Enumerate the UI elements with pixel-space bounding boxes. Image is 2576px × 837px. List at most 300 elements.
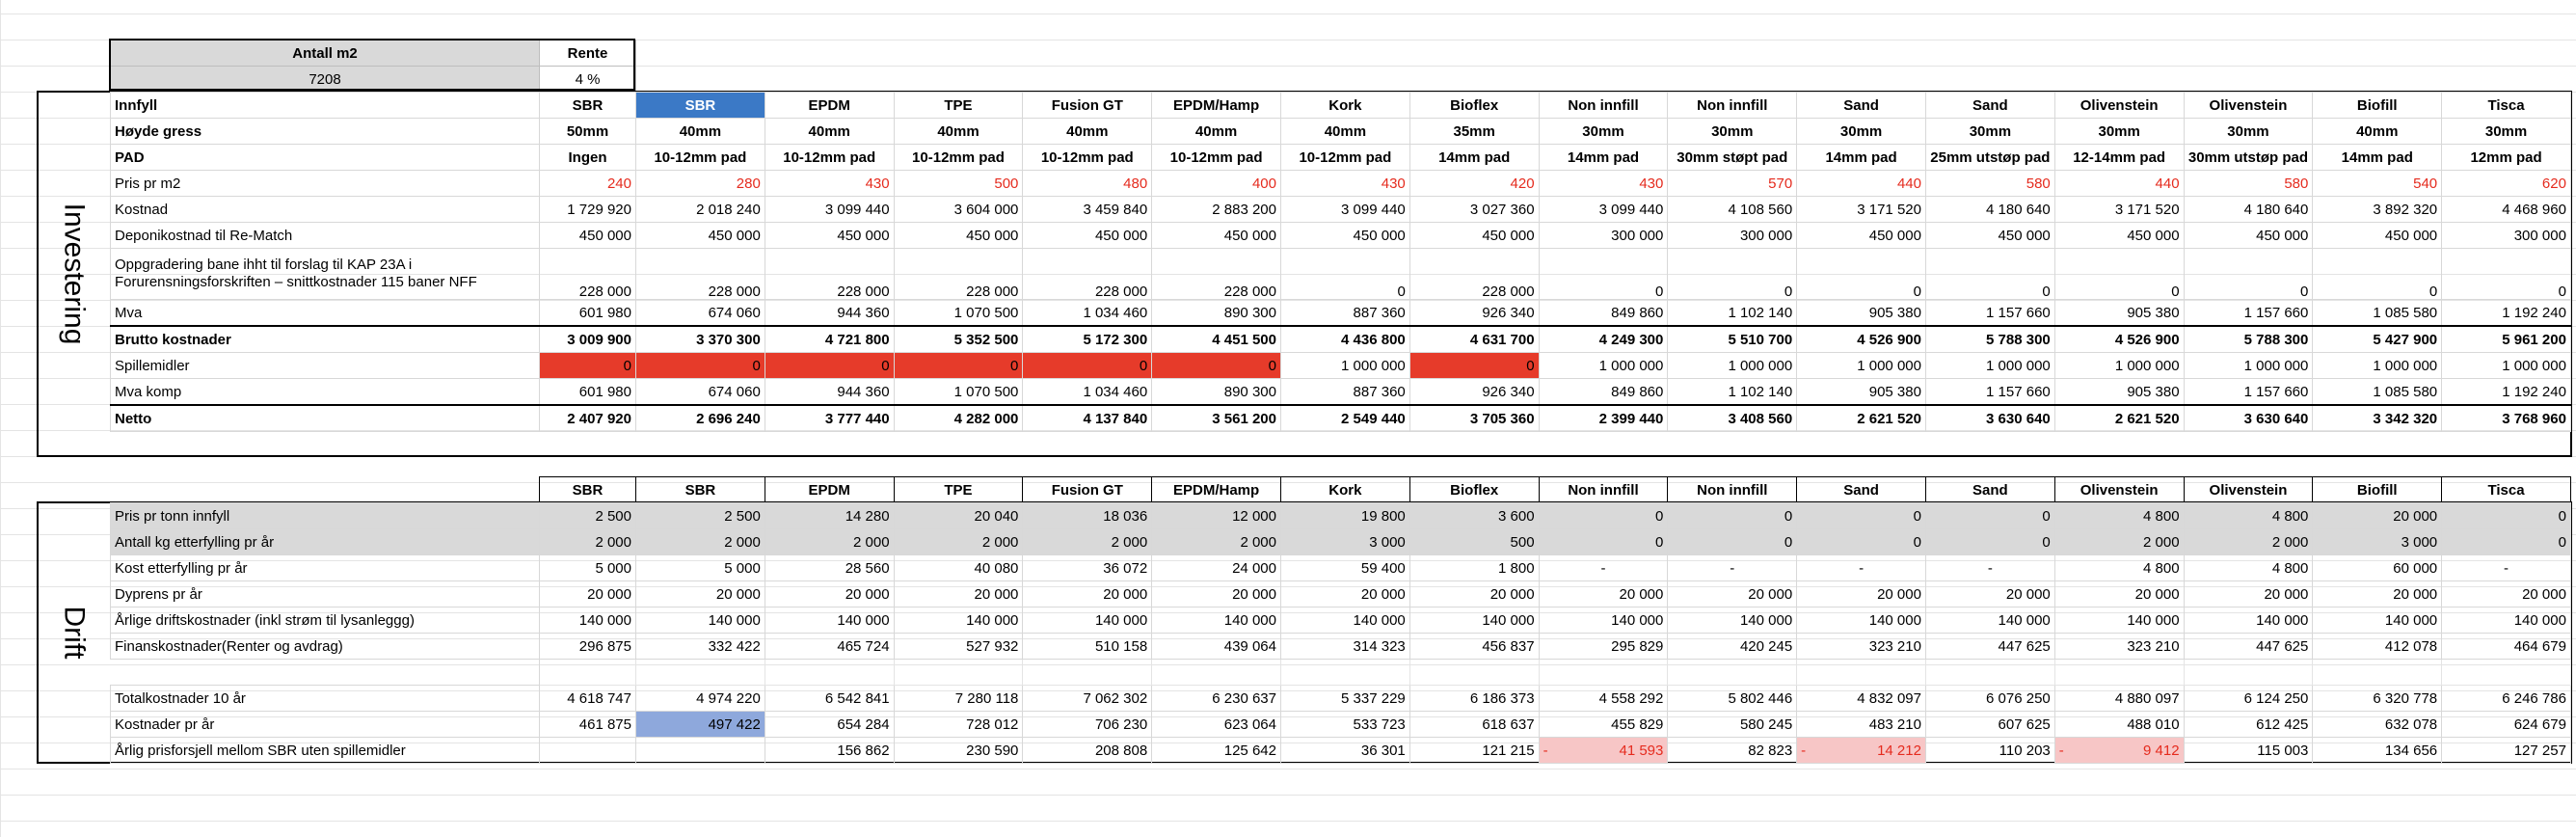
table-cell[interactable]: 4 800 bbox=[2054, 555, 2184, 581]
table-cell[interactable]: 40mm bbox=[894, 119, 1023, 145]
table-cell[interactable]: 300 000 bbox=[2442, 223, 2571, 249]
table-cell[interactable]: 12-14mm pad bbox=[2054, 145, 2184, 171]
table-cell[interactable]: 140 000 bbox=[1409, 608, 1539, 634]
table-cell[interactable]: 728 012 bbox=[894, 712, 1023, 738]
table-cell[interactable]: 0 bbox=[540, 353, 636, 379]
table-cell[interactable]: 20 000 bbox=[1539, 581, 1668, 608]
table-cell[interactable]: 1 800 bbox=[1409, 555, 1539, 581]
table-cell[interactable]: 20 000 bbox=[1152, 581, 1281, 608]
column-header[interactable]: Kork bbox=[1280, 477, 1409, 503]
table-cell[interactable]: 140 000 bbox=[2313, 608, 2442, 634]
table-cell[interactable]: 3 171 520 bbox=[1797, 197, 1926, 223]
table-cell[interactable]: 624 679 bbox=[2442, 712, 2571, 738]
table-cell[interactable] bbox=[765, 660, 894, 686]
table-cell[interactable]: 10-12mm pad bbox=[1023, 145, 1152, 171]
table-cell[interactable]: 456 837 bbox=[1409, 634, 1539, 660]
table-cell[interactable]: 140 000 bbox=[1280, 608, 1409, 634]
table-cell[interactable]: Ingen bbox=[540, 145, 636, 171]
table-cell[interactable]: 450 000 bbox=[2313, 223, 2442, 249]
table-cell[interactable]: Kork bbox=[1280, 93, 1409, 119]
table-cell[interactable]: 2 407 920 bbox=[540, 405, 636, 432]
table-cell[interactable]: 25mm utstøp pad bbox=[1925, 145, 2054, 171]
table-cell[interactable]: 926 340 bbox=[1409, 300, 1539, 327]
table-cell[interactable]: 10-12mm pad bbox=[1280, 145, 1409, 171]
table-cell[interactable]: 60 000 bbox=[2313, 555, 2442, 581]
table-cell[interactable]: 618 637 bbox=[1409, 712, 1539, 738]
table-cell[interactable]: 134 656 bbox=[2313, 738, 2442, 764]
table-cell[interactable]: 3 561 200 bbox=[1152, 405, 1281, 432]
table-cell[interactable]: 20 000 bbox=[1023, 581, 1152, 608]
table-cell[interactable]: 4 282 000 bbox=[894, 405, 1023, 432]
table-cell[interactable]: 30mm bbox=[1539, 119, 1668, 145]
table-cell[interactable]: 4 800 bbox=[2184, 503, 2313, 529]
table-cell[interactable]: 1 157 660 bbox=[1925, 300, 2054, 327]
row-label[interactable]: Mva komp bbox=[111, 379, 540, 406]
table-cell[interactable]: 527 932 bbox=[894, 634, 1023, 660]
table-cell[interactable]: 240 bbox=[540, 171, 636, 197]
row-label[interactable]: Årlige driftskostnader (inkl strøm til lysanleggg) bbox=[111, 608, 540, 634]
row-label[interactable]: Deponikostnad til Re-Match bbox=[111, 223, 540, 249]
table-cell[interactable]: 40mm bbox=[636, 119, 765, 145]
table-cell[interactable]: SBR bbox=[540, 93, 636, 119]
column-header[interactable]: Sand bbox=[1925, 477, 2054, 503]
table-cell[interactable]: 4 631 700 bbox=[1409, 326, 1539, 353]
table-cell[interactable]: 20 000 bbox=[2442, 581, 2571, 608]
table-cell[interactable]: 0 bbox=[1797, 249, 1926, 300]
table-cell[interactable]: 6 186 373 bbox=[1409, 686, 1539, 712]
table-cell[interactable]: 4 249 300 bbox=[1539, 326, 1668, 353]
table-cell[interactable]: 1 192 240 bbox=[2442, 300, 2571, 327]
table-cell[interactable]: 6 076 250 bbox=[1925, 686, 2054, 712]
table-cell[interactable]: 4 832 097 bbox=[1797, 686, 1926, 712]
table-cell[interactable]: 30mm bbox=[2442, 119, 2571, 145]
table-cell[interactable]: 125 642 bbox=[1152, 738, 1281, 764]
table-cell[interactable]: 4 436 800 bbox=[1280, 326, 1409, 353]
table-cell[interactable]: 50mm bbox=[540, 119, 636, 145]
table-cell[interactable]: 623 064 bbox=[1152, 712, 1281, 738]
table-cell[interactable]: 24 000 bbox=[1152, 555, 1281, 581]
area-label-cell[interactable]: Antall m2 bbox=[111, 40, 540, 67]
table-cell[interactable]: EPDM bbox=[765, 93, 894, 119]
table-cell[interactable]: 5 352 500 bbox=[894, 326, 1023, 353]
table-cell[interactable]: 849 860 bbox=[1539, 300, 1668, 327]
table-cell[interactable]: 14mm pad bbox=[1409, 145, 1539, 171]
table-cell[interactable]: 890 300 bbox=[1152, 379, 1281, 406]
table-cell[interactable]: EPDM/Hamp bbox=[1152, 93, 1281, 119]
table-cell[interactable] bbox=[2184, 660, 2313, 686]
table-cell[interactable]: 4 526 900 bbox=[2054, 326, 2184, 353]
table-cell[interactable]: 140 000 bbox=[636, 608, 765, 634]
table-cell[interactable]: 3 099 440 bbox=[1539, 197, 1668, 223]
table-cell[interactable]: 488 010 bbox=[2054, 712, 2184, 738]
table-cell[interactable]: 6 246 786 bbox=[2442, 686, 2571, 712]
column-header[interactable]: EPDM bbox=[765, 477, 894, 503]
table-cell[interactable]: 140 000 bbox=[2054, 608, 2184, 634]
table-cell[interactable]: 0 bbox=[1668, 503, 1797, 529]
table-cell[interactable]: 10-12mm pad bbox=[894, 145, 1023, 171]
table-cell[interactable]: 228 000 bbox=[1023, 249, 1152, 300]
table-cell[interactable]: - bbox=[1925, 555, 2054, 581]
table-cell[interactable]: 20 000 bbox=[1925, 581, 2054, 608]
table-cell[interactable]: 3 604 000 bbox=[894, 197, 1023, 223]
table-cell[interactable]: 4 468 960 bbox=[2442, 197, 2571, 223]
table-cell[interactable]: 28 560 bbox=[765, 555, 894, 581]
table-cell[interactable]: 5 961 200 bbox=[2442, 326, 2571, 353]
table-cell[interactable]: 6 542 841 bbox=[765, 686, 894, 712]
table-cell[interactable]: 3 099 440 bbox=[765, 197, 894, 223]
column-header[interactable]: SBR bbox=[636, 477, 765, 503]
table-cell[interactable]: 430 bbox=[1280, 171, 1409, 197]
table-cell[interactable]: Bioflex bbox=[1409, 93, 1539, 119]
table-cell[interactable] bbox=[636, 660, 765, 686]
table-cell[interactable]: TPE bbox=[894, 93, 1023, 119]
table-cell[interactable]: 3 892 320 bbox=[2313, 197, 2442, 223]
table-cell[interactable]: 30mm utstøp pad bbox=[2184, 145, 2313, 171]
table-cell[interactable]: 420 bbox=[1409, 171, 1539, 197]
column-header[interactable]: SBR bbox=[540, 477, 636, 503]
table-cell[interactable]: 0 bbox=[1539, 249, 1668, 300]
table-cell[interactable]: 2 696 240 bbox=[636, 405, 765, 432]
table-cell[interactable]: 40mm bbox=[765, 119, 894, 145]
table-cell[interactable]: 20 000 bbox=[2184, 581, 2313, 608]
table-cell[interactable]: 1 000 000 bbox=[1668, 353, 1797, 379]
table-cell[interactable]: 208 808 bbox=[1023, 738, 1152, 764]
column-header[interactable]: Non innfill bbox=[1668, 477, 1797, 503]
table-cell[interactable]: 905 380 bbox=[2054, 300, 2184, 327]
table-cell[interactable]: 887 360 bbox=[1280, 300, 1409, 327]
table-cell[interactable] bbox=[1023, 660, 1152, 686]
table-cell[interactable] bbox=[1539, 738, 1668, 764]
table-cell[interactable]: 10-12mm pad bbox=[1152, 145, 1281, 171]
table-cell[interactable]: 0 bbox=[1280, 249, 1409, 300]
table-cell[interactable]: 5 788 300 bbox=[1925, 326, 2054, 353]
table-cell[interactable]: 110 203 bbox=[1925, 738, 2054, 764]
table-cell[interactable]: 14 280 bbox=[765, 503, 894, 529]
table-cell[interactable]: Sand bbox=[1925, 93, 2054, 119]
table-cell[interactable]: 706 230 bbox=[1023, 712, 1152, 738]
table-cell[interactable]: 40 080 bbox=[894, 555, 1023, 581]
table-cell[interactable]: 0 bbox=[2313, 249, 2442, 300]
table-cell[interactable]: 450 000 bbox=[2054, 223, 2184, 249]
table-cell[interactable]: 450 000 bbox=[894, 223, 1023, 249]
row-label[interactable] bbox=[111, 249, 540, 300]
table-cell[interactable]: 228 000 bbox=[894, 249, 1023, 300]
table-cell[interactable]: 5 788 300 bbox=[2184, 326, 2313, 353]
table-cell[interactable] bbox=[2442, 660, 2571, 686]
table-cell[interactable]: 5 337 229 bbox=[1280, 686, 1409, 712]
table-cell[interactable]: 4 721 800 bbox=[765, 326, 894, 353]
table-cell[interactable]: 497 422 bbox=[636, 712, 765, 738]
table-cell[interactable]: 5 510 700 bbox=[1668, 326, 1797, 353]
table-cell[interactable]: 20 000 bbox=[1668, 581, 1797, 608]
table-cell[interactable]: 0 bbox=[2184, 249, 2313, 300]
table-cell[interactable]: 20 000 bbox=[540, 581, 636, 608]
table-cell[interactable]: 19 800 bbox=[1280, 503, 1409, 529]
table-cell[interactable]: 450 000 bbox=[636, 223, 765, 249]
table-cell[interactable]: 20 000 bbox=[765, 581, 894, 608]
column-header[interactable]: Non innfill bbox=[1539, 477, 1668, 503]
table-cell[interactable]: 447 625 bbox=[2184, 634, 2313, 660]
table-cell[interactable]: 3 600 bbox=[1409, 503, 1539, 529]
table-cell[interactable] bbox=[540, 738, 636, 764]
row-label[interactable]: Pris pr m2 bbox=[111, 171, 540, 197]
table-cell[interactable]: 450 000 bbox=[540, 223, 636, 249]
table-cell[interactable]: 3 171 520 bbox=[2054, 197, 2184, 223]
table-cell[interactable]: 601 980 bbox=[540, 379, 636, 406]
table-cell[interactable]: 580 bbox=[2184, 171, 2313, 197]
table-cell[interactable]: 20 000 bbox=[1280, 581, 1409, 608]
table-cell[interactable]: 12 000 bbox=[1152, 503, 1281, 529]
table-cell[interactable]: 890 300 bbox=[1152, 300, 1281, 327]
table-cell[interactable]: 140 000 bbox=[1023, 608, 1152, 634]
table-cell[interactable]: 18 036 bbox=[1023, 503, 1152, 529]
row-label[interactable]: Mva bbox=[111, 300, 540, 327]
table-cell[interactable]: 3 459 840 bbox=[1023, 197, 1152, 223]
table-cell[interactable]: 140 000 bbox=[1797, 608, 1926, 634]
table-cell[interactable]: 30mm bbox=[1925, 119, 2054, 145]
table-cell[interactable]: 30mm bbox=[2054, 119, 2184, 145]
table-cell[interactable]: 156 862 bbox=[765, 738, 894, 764]
table-cell[interactable]: 1 070 500 bbox=[894, 379, 1023, 406]
table-cell[interactable]: 0 bbox=[1925, 249, 2054, 300]
table-cell[interactable]: 849 860 bbox=[1539, 379, 1668, 406]
table-cell[interactable]: 2 018 240 bbox=[636, 197, 765, 223]
table-cell[interactable]: 5 000 bbox=[540, 555, 636, 581]
table-cell[interactable]: 887 360 bbox=[1280, 379, 1409, 406]
column-header[interactable]: EPDM/Hamp bbox=[1152, 477, 1281, 503]
table-cell[interactable]: 228 000 bbox=[636, 249, 765, 300]
table-cell[interactable]: 14mm pad bbox=[1539, 145, 1668, 171]
table-cell[interactable]: 2 549 440 bbox=[1280, 405, 1409, 432]
row-label[interactable]: Kostnad bbox=[111, 197, 540, 223]
table-cell[interactable]: 30mm bbox=[2184, 119, 2313, 145]
table-cell[interactable]: 0 bbox=[1668, 529, 1797, 555]
table-cell[interactable]: 115 003 bbox=[2184, 738, 2313, 764]
table-cell[interactable]: 1 034 460 bbox=[1023, 300, 1152, 327]
row-label[interactable]: PAD bbox=[111, 145, 540, 171]
table-cell[interactable]: 2 000 bbox=[2184, 529, 2313, 555]
row-label[interactable]: Dyprens pr år bbox=[111, 581, 540, 608]
table-cell[interactable]: 2 000 bbox=[765, 529, 894, 555]
table-cell[interactable]: 300 000 bbox=[1668, 223, 1797, 249]
table-cell[interactable]: 140 000 bbox=[1668, 608, 1797, 634]
table-cell[interactable]: 6 230 637 bbox=[1152, 686, 1281, 712]
table-cell[interactable]: 1 070 500 bbox=[894, 300, 1023, 327]
column-header[interactable]: Olivenstein bbox=[2184, 477, 2313, 503]
table-cell[interactable]: 3 000 bbox=[2313, 529, 2442, 555]
table-cell[interactable]: 5 172 300 bbox=[1023, 326, 1152, 353]
table-cell[interactable]: 500 bbox=[1409, 529, 1539, 555]
table-cell[interactable]: 3 370 300 bbox=[636, 326, 765, 353]
table-cell[interactable]: 0 bbox=[1925, 503, 2054, 529]
table-cell[interactable]: Biofill bbox=[2313, 93, 2442, 119]
table-cell[interactable]: 3 027 360 bbox=[1409, 197, 1539, 223]
table-cell[interactable]: 3 009 900 bbox=[540, 326, 636, 353]
table-cell[interactable]: 5 802 446 bbox=[1668, 686, 1797, 712]
table-cell[interactable]: 905 380 bbox=[2054, 379, 2184, 406]
table-cell[interactable]: 0 bbox=[1797, 529, 1926, 555]
table-cell[interactable]: 40mm bbox=[1280, 119, 1409, 145]
table-cell[interactable]: 483 210 bbox=[1797, 712, 1926, 738]
table-cell[interactable]: 2 000 bbox=[894, 529, 1023, 555]
table-cell[interactable]: 4 451 500 bbox=[1152, 326, 1281, 353]
table-cell[interactable]: 580 bbox=[1925, 171, 2054, 197]
table-cell[interactable]: 3 777 440 bbox=[765, 405, 894, 432]
table-cell[interactable]: 35mm bbox=[1409, 119, 1539, 145]
table-cell[interactable]: 905 380 bbox=[1797, 300, 1926, 327]
table-cell[interactable]: 0 bbox=[1539, 529, 1668, 555]
table-cell[interactable]: 1 085 580 bbox=[2313, 300, 2442, 327]
table-cell[interactable]: Tisca bbox=[2442, 93, 2571, 119]
table-cell[interactable]: 4 800 bbox=[2184, 555, 2313, 581]
table-cell[interactable]: 0 bbox=[2442, 529, 2571, 555]
table-cell[interactable] bbox=[1280, 660, 1409, 686]
table-cell[interactable]: 0 bbox=[1023, 353, 1152, 379]
table-cell[interactable]: 1 157 660 bbox=[2184, 300, 2313, 327]
table-cell[interactable]: 412 078 bbox=[2313, 634, 2442, 660]
table-cell[interactable]: 4 618 747 bbox=[540, 686, 636, 712]
table-cell[interactable]: 440 bbox=[2054, 171, 2184, 197]
table-cell[interactable] bbox=[2054, 738, 2184, 764]
row-label[interactable] bbox=[111, 660, 540, 686]
table-cell[interactable]: 40mm bbox=[1152, 119, 1281, 145]
row-label[interactable]: Totalkostnader 10 år bbox=[111, 686, 540, 712]
table-cell[interactable]: 2 621 520 bbox=[2054, 405, 2184, 432]
table-cell[interactable]: 4 108 560 bbox=[1668, 197, 1797, 223]
table-cell[interactable]: 0 bbox=[2442, 249, 2571, 300]
table-cell[interactable]: 455 829 bbox=[1539, 712, 1668, 738]
table-cell[interactable]: 3 099 440 bbox=[1280, 197, 1409, 223]
table-cell[interactable]: 300 000 bbox=[1539, 223, 1668, 249]
table-cell[interactable] bbox=[894, 660, 1023, 686]
table-cell[interactable]: 12mm pad bbox=[2442, 145, 2571, 171]
table-cell[interactable]: 20 000 bbox=[2054, 581, 2184, 608]
table-cell[interactable]: 230 590 bbox=[894, 738, 1023, 764]
table-cell[interactable]: 1 157 660 bbox=[2184, 379, 2313, 406]
table-cell[interactable]: 7 062 302 bbox=[1023, 686, 1152, 712]
table-cell[interactable]: 332 422 bbox=[636, 634, 765, 660]
table-cell[interactable]: 4 974 220 bbox=[636, 686, 765, 712]
table-cell[interactable] bbox=[1152, 660, 1281, 686]
table-cell[interactable]: 450 000 bbox=[1409, 223, 1539, 249]
row-label[interactable]: Netto bbox=[111, 405, 540, 432]
table-cell[interactable]: 464 679 bbox=[2442, 634, 2571, 660]
table-cell[interactable]: 0 bbox=[1668, 249, 1797, 300]
table-cell[interactable]: 1 000 000 bbox=[2054, 353, 2184, 379]
table-cell[interactable]: 0 bbox=[894, 353, 1023, 379]
table-cell[interactable] bbox=[1797, 660, 1926, 686]
table-cell[interactable]: 4 558 292 bbox=[1539, 686, 1668, 712]
table-cell[interactable]: 2 399 440 bbox=[1539, 405, 1668, 432]
row-label[interactable]: Antall kg etterfylling pr år bbox=[111, 529, 540, 555]
row-label[interactable]: Brutto kostnader bbox=[111, 326, 540, 353]
table-cell[interactable]: 450 000 bbox=[2184, 223, 2313, 249]
row-label[interactable]: Spillemidler bbox=[111, 353, 540, 379]
table-cell[interactable]: 4 800 bbox=[2054, 503, 2184, 529]
table-cell[interactable]: 2 883 200 bbox=[1152, 197, 1281, 223]
table-cell[interactable]: SBR bbox=[636, 93, 765, 119]
table-cell[interactable]: 450 000 bbox=[1925, 223, 2054, 249]
table-cell[interactable]: 926 340 bbox=[1409, 379, 1539, 406]
table-cell[interactable]: 0 bbox=[1409, 353, 1539, 379]
table-cell[interactable]: 40mm bbox=[2313, 119, 2442, 145]
table-cell[interactable] bbox=[2313, 660, 2442, 686]
table-cell[interactable]: 1 729 920 bbox=[540, 197, 636, 223]
table-cell[interactable]: - bbox=[2442, 555, 2571, 581]
table-cell[interactable]: 14mm pad bbox=[2313, 145, 2442, 171]
table-cell[interactable]: 944 360 bbox=[765, 379, 894, 406]
table-cell[interactable]: 140 000 bbox=[1925, 608, 2054, 634]
table-cell[interactable]: 4 526 900 bbox=[1797, 326, 1926, 353]
table-cell[interactable]: 440 bbox=[1797, 171, 1926, 197]
table-cell[interactable]: 20 000 bbox=[636, 581, 765, 608]
table-cell[interactable]: 6 124 250 bbox=[2184, 686, 2313, 712]
table-cell[interactable]: Olivenstein bbox=[2184, 93, 2313, 119]
table-cell[interactable] bbox=[540, 660, 636, 686]
table-cell[interactable]: 140 000 bbox=[894, 608, 1023, 634]
row-label[interactable]: Pris pr tonn innfyll bbox=[111, 503, 540, 529]
row-label[interactable]: Høyde gress bbox=[111, 119, 540, 145]
table-cell[interactable]: 500 bbox=[894, 171, 1023, 197]
table-cell[interactable]: 450 000 bbox=[1797, 223, 1926, 249]
table-cell[interactable]: 10-12mm pad bbox=[636, 145, 765, 171]
table-cell[interactable]: 228 000 bbox=[765, 249, 894, 300]
table-cell[interactable]: 295 829 bbox=[1539, 634, 1668, 660]
table-cell[interactable]: 944 360 bbox=[765, 300, 894, 327]
column-header[interactable]: Fusion GT bbox=[1023, 477, 1152, 503]
table-cell[interactable]: Non innfill bbox=[1539, 93, 1668, 119]
table-cell[interactable] bbox=[1668, 660, 1797, 686]
table-cell[interactable]: 400 bbox=[1152, 171, 1281, 197]
column-header[interactable]: Bioflex bbox=[1409, 477, 1539, 503]
row-label[interactable]: Kost etterfylling pr år bbox=[111, 555, 540, 581]
column-header[interactable]: TPE bbox=[894, 477, 1023, 503]
table-cell[interactable]: 2 500 bbox=[540, 503, 636, 529]
table-cell[interactable]: 465 724 bbox=[765, 634, 894, 660]
table-cell[interactable]: 30mm bbox=[1668, 119, 1797, 145]
table-cell[interactable]: 4 180 640 bbox=[1925, 197, 2054, 223]
table-cell[interactable]: 632 078 bbox=[2313, 712, 2442, 738]
table-cell[interactable]: 20 000 bbox=[1409, 581, 1539, 608]
table-cell[interactable]: 420 245 bbox=[1668, 634, 1797, 660]
table-cell[interactable]: 3 768 960 bbox=[2442, 405, 2571, 432]
row-label[interactable]: Kostnader pr år bbox=[111, 712, 540, 738]
table-cell[interactable]: 2 000 bbox=[636, 529, 765, 555]
table-cell[interactable]: 430 bbox=[1539, 171, 1668, 197]
table-cell[interactable]: 140 000 bbox=[765, 608, 894, 634]
table-cell[interactable]: 0 bbox=[636, 353, 765, 379]
table-cell[interactable] bbox=[1797, 738, 1926, 764]
table-cell[interactable]: Sand bbox=[1797, 93, 1926, 119]
table-cell[interactable]: 314 323 bbox=[1280, 634, 1409, 660]
rate-value-cell[interactable]: 4 % bbox=[540, 67, 636, 93]
table-cell[interactable]: 1 000 000 bbox=[1539, 353, 1668, 379]
table-cell[interactable]: 3 630 640 bbox=[1925, 405, 2054, 432]
table-cell[interactable]: 905 380 bbox=[1797, 379, 1926, 406]
table-cell[interactable]: 140 000 bbox=[1152, 608, 1281, 634]
table-cell[interactable]: 228 000 bbox=[540, 249, 636, 300]
table-cell[interactable] bbox=[636, 738, 765, 764]
table-cell[interactable]: 127 257 bbox=[2442, 738, 2571, 764]
table-cell[interactable]: 674 060 bbox=[636, 379, 765, 406]
row-label[interactable]: Innfyll bbox=[111, 93, 540, 119]
table-cell[interactable]: 20 000 bbox=[1797, 581, 1926, 608]
table-cell[interactable]: 450 000 bbox=[1023, 223, 1152, 249]
table-cell[interactable]: 654 284 bbox=[765, 712, 894, 738]
table-cell[interactable]: 1 000 000 bbox=[2442, 353, 2571, 379]
table-cell[interactable]: 1 157 660 bbox=[1925, 379, 2054, 406]
table-cell[interactable]: 30mm støpt pad bbox=[1668, 145, 1797, 171]
